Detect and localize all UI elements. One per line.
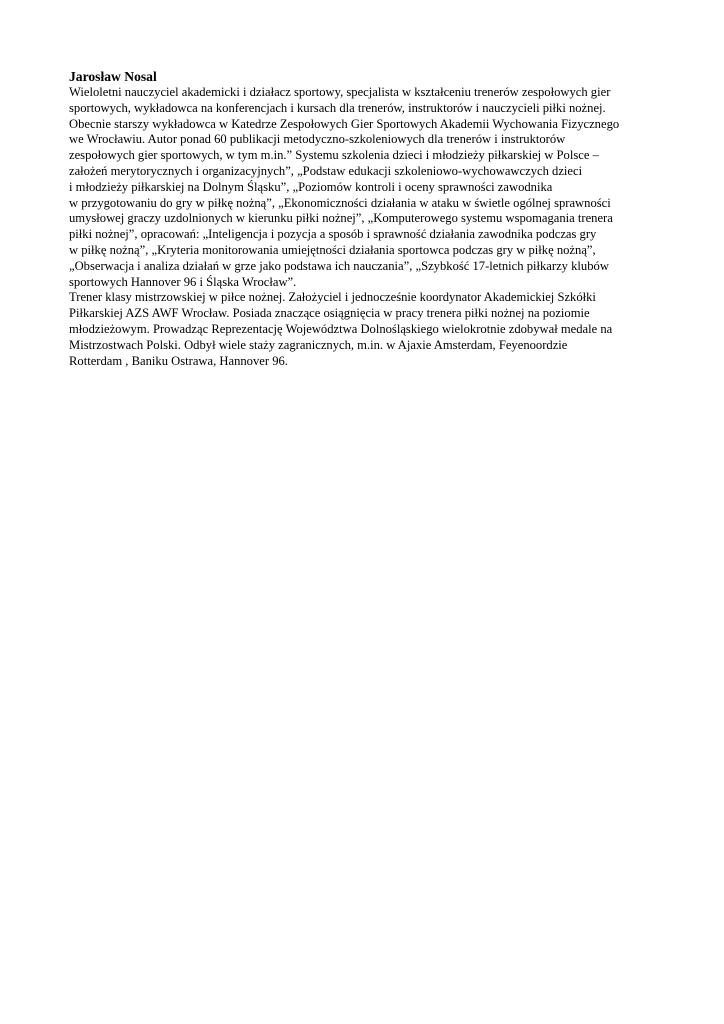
text-line: we Wrocławiu. Autor ponad 60 publikacji metodyczno-szkoleniowych dla trenerów i instruktorów	[69, 132, 566, 147]
biography-text	[69, 85, 659, 369]
text-line: Rotterdam , Baniku Ostrawa, Hannover 96.	[69, 353, 288, 368]
text-line: w piłkę nożną”, „Kryteria monitorowania umiejętności działania sportowca podczas gry w piłkę nożną”,	[69, 242, 596, 257]
text-line: w przygotowaniu do gry w piłkę nożną”, „Ekonomiczności działania w ataku w świetle ogólnej sprawności	[69, 195, 611, 210]
text-line: sportowych, wykładowca na konferencjach i kursach dla trenerów, instruktorów i nauczycieli piłki nożnej.	[69, 100, 606, 115]
text-line: Trener klasy mistrzowskiej w piłce nożnej. Założyciel i jednocześnie koordynator Akademickiej Szkółki	[69, 290, 596, 305]
text-line: Wieloletni nauczyciel akademicki i działacz sportowy, specjalista w kształceniu trenerów zespołowych gier	[69, 85, 611, 99]
text-line: młodzieżowym. Prowadząc Reprezentację Województwa Dolnośląskiego wielokrotnie zdobywał medale na	[69, 321, 613, 336]
text-line: umysłowej graczy uzdolnionych w kierunku piłki nożnej”, „Komputerowego systemu wspomagania trenera	[69, 211, 613, 226]
text-line: zespołowych gier sportowych, w tym m.in.” Systemu szkolenia dzieci i młodzieży piłkarskiej w Polsce –	[69, 148, 599, 163]
text-line: Mistrzostwach Polski. Odbył wiele staży zagranicznych, m.in. w Ajaxie Amsterdam, Feyenoordzie	[69, 337, 568, 352]
biography-section	[69, 69, 659, 369]
text-line: założeń merytorycznych i organizacyjnych”, „Podstaw edukacji szkoleniowo-wychowawczych dzieci	[69, 163, 583, 178]
text-line: Obecnie starszy wykładowca w Katedrze Zespołowych Gier Sportowych Akademii Wychowania Fizycznego	[69, 116, 620, 131]
text-line: sportowych Hannover 96 i Śląska Wrocław”.	[69, 274, 297, 289]
text-line: Piłkarskiej AZS AWF Wrocław. Posiada znaczące osiągnięcia w pracy trenera piłki nożnej na poziomie	[69, 306, 590, 321]
text-line: „Obserwacja i analiza działań w grze jako podstawa ich nauczania”, „Szybkość 17-letnich piłkarzy klubów	[69, 258, 609, 273]
person-name-heading: Jarosław Nosal	[69, 69, 157, 84]
text-line: piłki nożnej”, opracowań: „Inteligencja i pozycja a sposób i sprawność działania zawodnika podczas gry	[69, 227, 597, 242]
text-line: i młodzieży piłkarskiej na Dolnym Śląsku”, „Poziomów kontroli i oceny sprawności zawodnika	[69, 179, 553, 194]
